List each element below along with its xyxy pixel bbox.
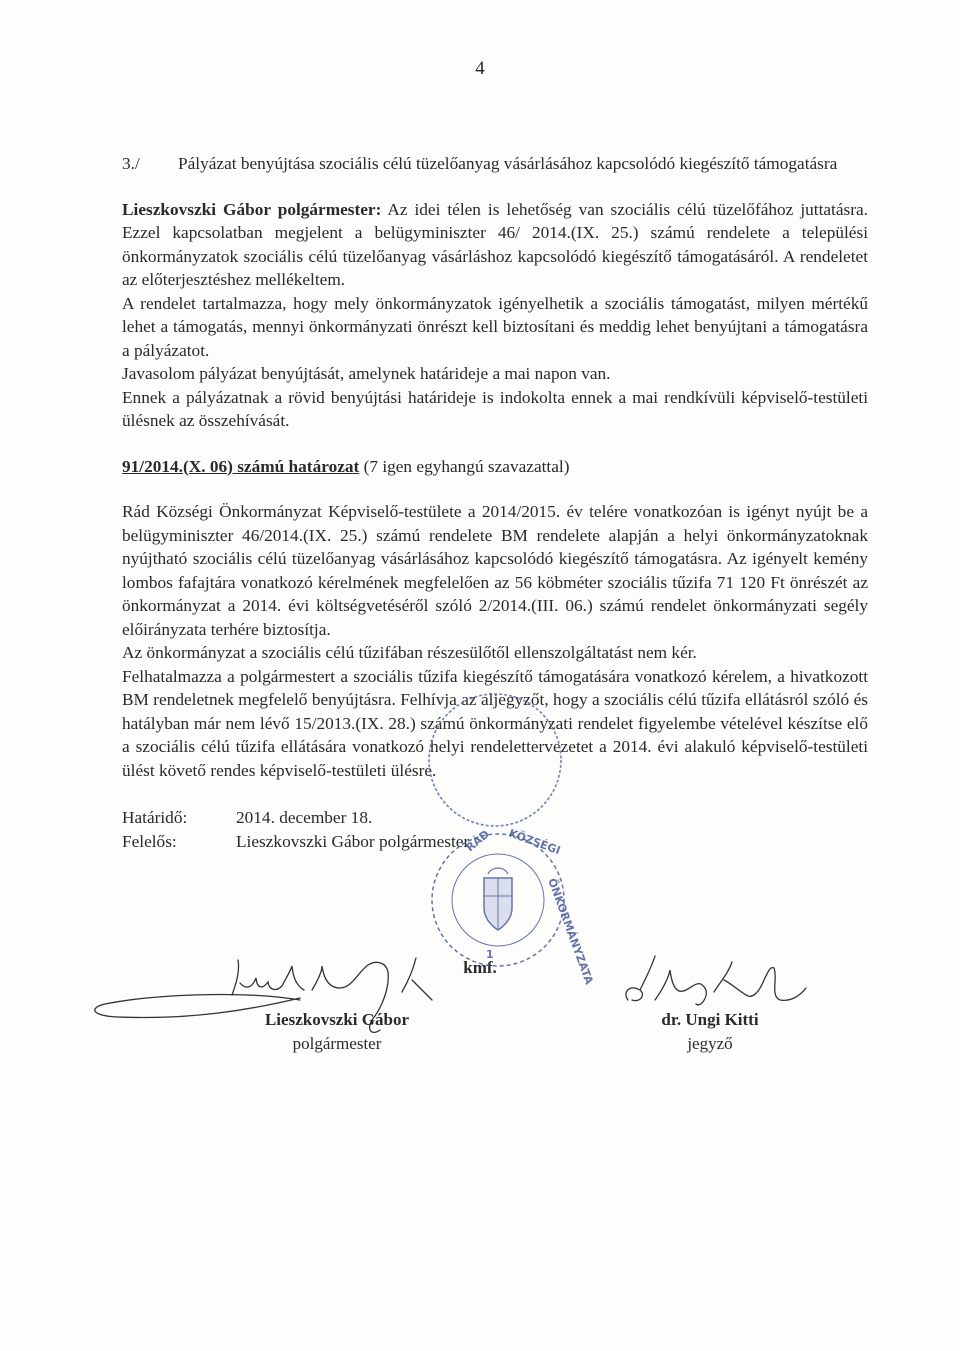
stamp-number: 1: [486, 948, 494, 961]
decision-paragraph-2: Az önkormányzat a szociális célú tűzifában részesülőtől ellenszolgáltatást nem kér.: [122, 643, 697, 662]
speech-paragraph-1: Az idei télen is lehetőség van szociális célú tüzelőfához juttatásra. Ezzel kapcsolatban megjelent a belügyminiszter 46/ 2014.(IX. 25.) számú rendelete a települési önkormányzatok szociális célú tüzelőanyag vásárláshoz kapcsolódó kiegészítő támogatásáról. A rendeletet az előterjesztéshez mellékeltem.: [122, 199, 868, 289]
svg-text:KÖZSÉGI: KÖZSÉGI: [506, 826, 563, 858]
notary-signature-block: [640, 1008, 780, 1056]
svg-text:RÁD: RÁD: [463, 827, 492, 855]
speech-paragraph-4: Ennek a pályázatnak a rövid benyújtási határideje is indokolta ennek a mai rendkívüli képviselő-testületi ülésnek az összehívását.: [122, 387, 868, 430]
section-heading: [122, 152, 868, 176]
speech-paragraph-2: A rendelet tartalmazza, hogy mely önkormányzatok igényelhetik a szociális támogatást, milyen mértékű lehet a támogatás, mennyi önkormányzati önrészt kell biztosítani és meddig lehet benyújtani a támogatásra a pályázatot.: [122, 293, 868, 360]
decision-paragraph-3: Felhatalmazza a polgármestert a szociális tűzifa kiegészítő támogatására vonatkozó kérelem, a hivatkozott BM rendeletnek megfelelő benyújtásra. Felhívja az aljegyzőt, hogy a szociális célú tűzifa ellátásról szóló és hatályban már nem lévő 15/2013.(IX. 28.) számú önkormányzati rendelet figyelembe vételével készítse elő a szociális célú tűzifa ellátására vonatkozó helyi rendelettervezetet a 2014. évi alakuló képviselő-testületi ülést követő rendes képviselő-testületi ülésre.: [122, 666, 868, 780]
responsible-value: Lieszkovszki Gábor polgármester: [236, 831, 470, 851]
mayor-speech-intro: [122, 198, 868, 292]
svg-text:ÖNKORMÁNYZATA: ÖNKORMÁNYZATA: [545, 876, 596, 987]
closing-mark: kmf.: [463, 958, 497, 977]
notary-name: dr. Ungi Kitti: [661, 1010, 759, 1029]
mayor-name: Lieszkovszki Gábor: [264, 1010, 410, 1029]
page-number: 4: [475, 58, 485, 79]
notary-role: jegyző: [687, 1034, 733, 1053]
responsible-label: Felelős:: [122, 831, 177, 851]
document-body: [122, 152, 868, 853]
decision-id: 91/2014.(X. 06) számú határozat: [122, 456, 360, 476]
deadline-label: Határidő:: [122, 808, 188, 827]
deadline-row: [122, 806, 868, 830]
section-title: Pályázat benyújtása szociális célú tüzelőanyag vásárlásához kapcsolódó kiegészítő támogatásra: [178, 154, 838, 173]
section-number: 3./: [122, 154, 140, 173]
decision-paragraph-1: Rád Községi Önkormányzat Képviselő-testülete a 2014/2015. év telére vonatkozóan is igényt nyújt be a belügyminiszter 46/2014.(IX. 25.) számú rendelete BM rendelete alapján a helyi önkormányzatoknak nyújtható szociális célú tüzelőanyag vásárlásához kapcsolódó kiegészítő támogatásra. Az igényelt kemény lombos fafajtára vonatkozó kérelmének megfelelően az 56 köbméter szociális tűzifa 71 120 Ft önrészét az önkormányzat a 2014. évi költségvetéséről szóló 2/2014.(III. 06.) számú rendelet önkormányzati segély előirányzata terhére biztosítja.: [122, 502, 868, 639]
responsible-row: [122, 827, 868, 855]
decision-vote: (7 igen egyhangú szavazattal): [363, 456, 570, 476]
speaker-name: Lieszkovszki Gábor polgármester:: [122, 199, 382, 219]
decision-heading: [122, 455, 868, 479]
mayor-signature-block: [222, 1008, 452, 1056]
deadline-value: 2014. december 18.: [236, 808, 373, 827]
speech-paragraph-3: Javasolom pályázat benyújtását, amelynek határideje a mai napon van.: [122, 364, 611, 383]
mayor-role: polgármester: [292, 1034, 382, 1053]
